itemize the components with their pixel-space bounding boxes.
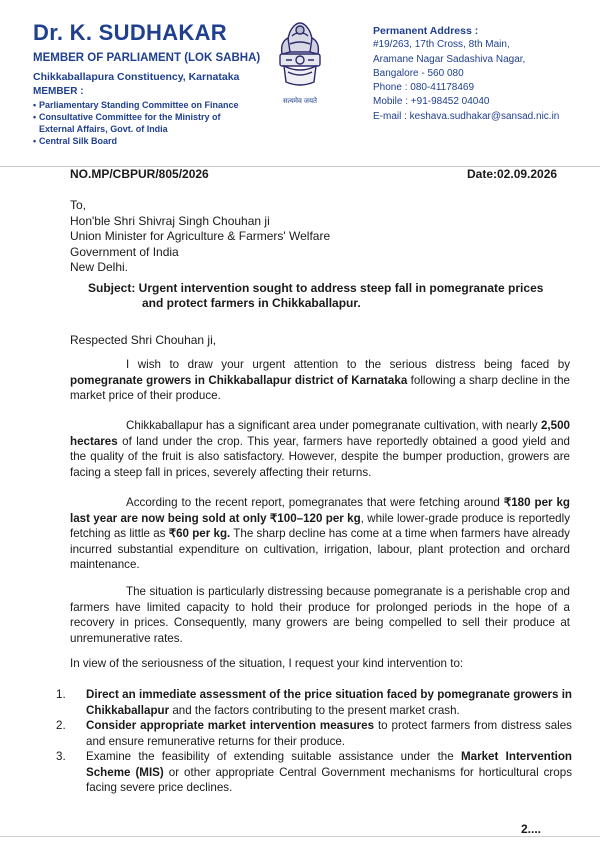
phone-line: Phone : 080-41178469 xyxy=(373,82,475,94)
membership-item: • Consultative Committee for the Ministry of External Affairs, Govt. of India xyxy=(33,112,221,134)
email-line: E-mail : keshava.sudhakar@sansad.nic.in xyxy=(373,110,560,122)
address-line: #19/263, 17th Cross, 8th Main, xyxy=(373,39,510,51)
paragraph-4: The situation is particularly distressing because pomegranate is a perishable crop and farmers have limited capacity to hold their produce for prolonged periods in the hope of a recovery in prices. Consequently, many growers are being compelled to sell their produce at unremunerative rates. xyxy=(70,585,570,645)
list-item: 3. Examine the feasibility of extending suitable assistance under the Market Intervention Scheme (MIS) or other appropriate Central Government mechanisms for horticultural crops facing severe price declines. xyxy=(56,750,572,794)
recipient-line: Hon'ble Shri Shivraj Singh Chouhan ji xyxy=(70,213,270,228)
paragraph-5: In view of the seriousness of the situation, I request your kind intervention to: xyxy=(70,657,464,670)
paragraph-1: I wish to draw your urgent attention to the serious distress being faced by pomegranate growers in Chikkaballapur district of Karnataka following a sharp decline in the market price of their produce. xyxy=(70,358,570,402)
national-emblem-icon xyxy=(270,12,330,108)
address-line: Aramane Nagar Sadashiva Nagar, xyxy=(373,53,526,65)
membership-item: • Central Silk Board xyxy=(33,136,118,146)
mobile-line: Mobile : +91-98452 04040 xyxy=(373,96,490,108)
subject-line xyxy=(88,281,583,311)
recipient-line: Government of India xyxy=(70,244,179,259)
constituency: Chikkaballapura Constituency, Karnataka xyxy=(33,71,240,83)
recipient-block xyxy=(70,198,330,276)
mp-name: Dr. K. SUDHAKAR xyxy=(33,20,227,45)
permanent-address-block xyxy=(373,24,559,124)
page-bottom-edge xyxy=(0,836,600,837)
request-list xyxy=(56,687,572,796)
mp-designation: MEMBER OF PARLIAMENT (LOK SABHA) xyxy=(33,52,261,64)
subject-line-2: and protect farmers in Chikkaballapur. xyxy=(142,296,361,310)
address-line: Bangalore - 560 080 xyxy=(373,67,464,79)
recipient-line: New Delhi. xyxy=(70,260,129,274)
membership-list xyxy=(33,99,239,147)
salutation: Respected Shri Chouhan ji, xyxy=(70,333,217,347)
recipient-line: To, xyxy=(70,198,87,212)
member-heading: MEMBER : xyxy=(33,86,84,97)
membership-item: • Parliamentary Standing Committee on Finance xyxy=(33,100,239,110)
recipient-line: Union Minister for Agriculture & Farmers' Welfare xyxy=(70,229,331,243)
emblem-motto: सत्यमेव जयते xyxy=(282,98,318,105)
list-item: 2. Consider appropriate market intervention measures to protect farmers from distress sales and ensure remunerative returns for their produce. xyxy=(56,719,572,748)
reference-number: NO.MP/CBPUR/805/2026 xyxy=(70,167,209,181)
letter-date: Date:02.09.2026 xyxy=(467,167,558,181)
subject-line-1: Subject: Urgent intervention sought to address steep fall in pomegranate prices xyxy=(88,281,544,295)
list-item: 1. Direct an immediate assessment of the price situation faced by pomegranate growers in Chikkaballapur and the factors contributing to the present market crash. xyxy=(56,688,572,717)
page-continuation: 2.... xyxy=(521,822,542,836)
address-heading: Permanent Address : xyxy=(373,25,479,37)
paragraph-3: According to the recent report, pomegranates that were fetching around ₹180 per kg last year are now being sold at only ₹100–120 per kg, while lower-grade produce is reportedly fetching as little as ₹60 per kg. The sharp decline has come at a time when farmers have already incurred substantial expenditure on cultivation, irrigation, labour, plant protection and orchard maintenance. xyxy=(70,496,571,571)
paragraph-2: Chikkaballapur has a significant area under pomegranate cultivation, with nearly 2,500 hectares of land under the crop. This year, farmers have reportedly obtained a good yield and the quality of the fruit is also satisfactory. However, despite the bumper production, growers are facing a steep fall in prices, severely affecting their returns. xyxy=(70,419,570,479)
